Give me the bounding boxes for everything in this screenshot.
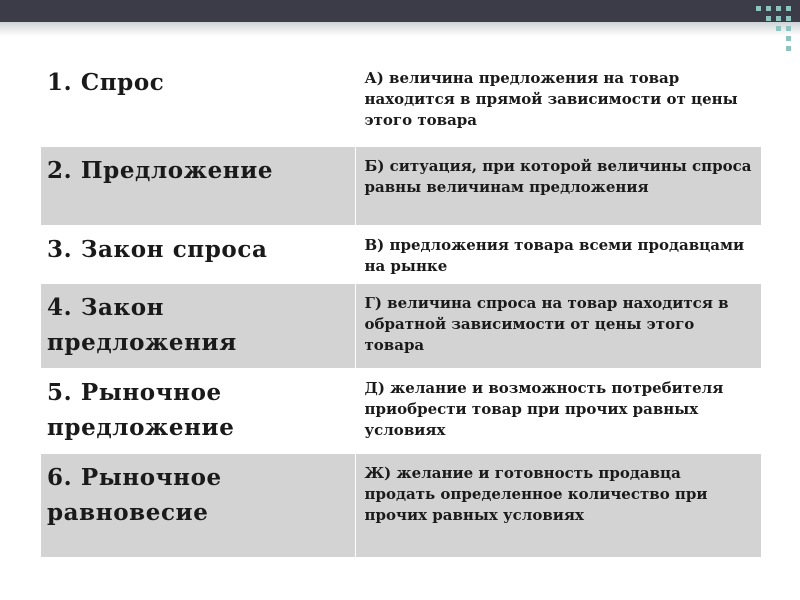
table-row — [41, 284, 761, 369]
table-row — [41, 369, 761, 454]
term-cell: 3. Закон спроса — [41, 226, 355, 284]
table-row — [41, 147, 761, 226]
matching-table — [41, 55, 762, 558]
table-row — [41, 55, 761, 147]
term-cell: 6. Рыночное равновесие — [41, 454, 355, 558]
table-row — [41, 454, 761, 558]
term-cell: 5. Рыночное предложение — [41, 369, 355, 454]
term-cell: 1. Спрос — [41, 55, 355, 147]
definition-cell: Б) ситуация, при которой величины спроса равны величинам предложения — [355, 147, 761, 226]
definition-cell: Д) желание и возможность потребителя приобрести товар при прочих равных условиях — [355, 369, 761, 454]
definition-cell: Ж) желание и готовность продавца продать определенное количество при прочих равных условиях — [355, 454, 761, 558]
definition-cell: В) предложения товара всеми продавцами на рынке — [355, 226, 761, 284]
definition-cell: А) величина предложения на товар находится в прямой зависимости от цены этого товара — [355, 55, 761, 147]
term-cell: 4. Закон предложения — [41, 284, 355, 369]
corner-decoration-icon — [756, 6, 792, 54]
slide-top-band-shadow — [0, 22, 800, 36]
definition-cell: Г) величина спроса на товар находится в обратной зависимости от цены этого товара — [355, 284, 761, 369]
table-row — [41, 226, 761, 284]
slide-top-band — [0, 0, 800, 22]
term-cell: 2. Предложение — [41, 147, 355, 226]
